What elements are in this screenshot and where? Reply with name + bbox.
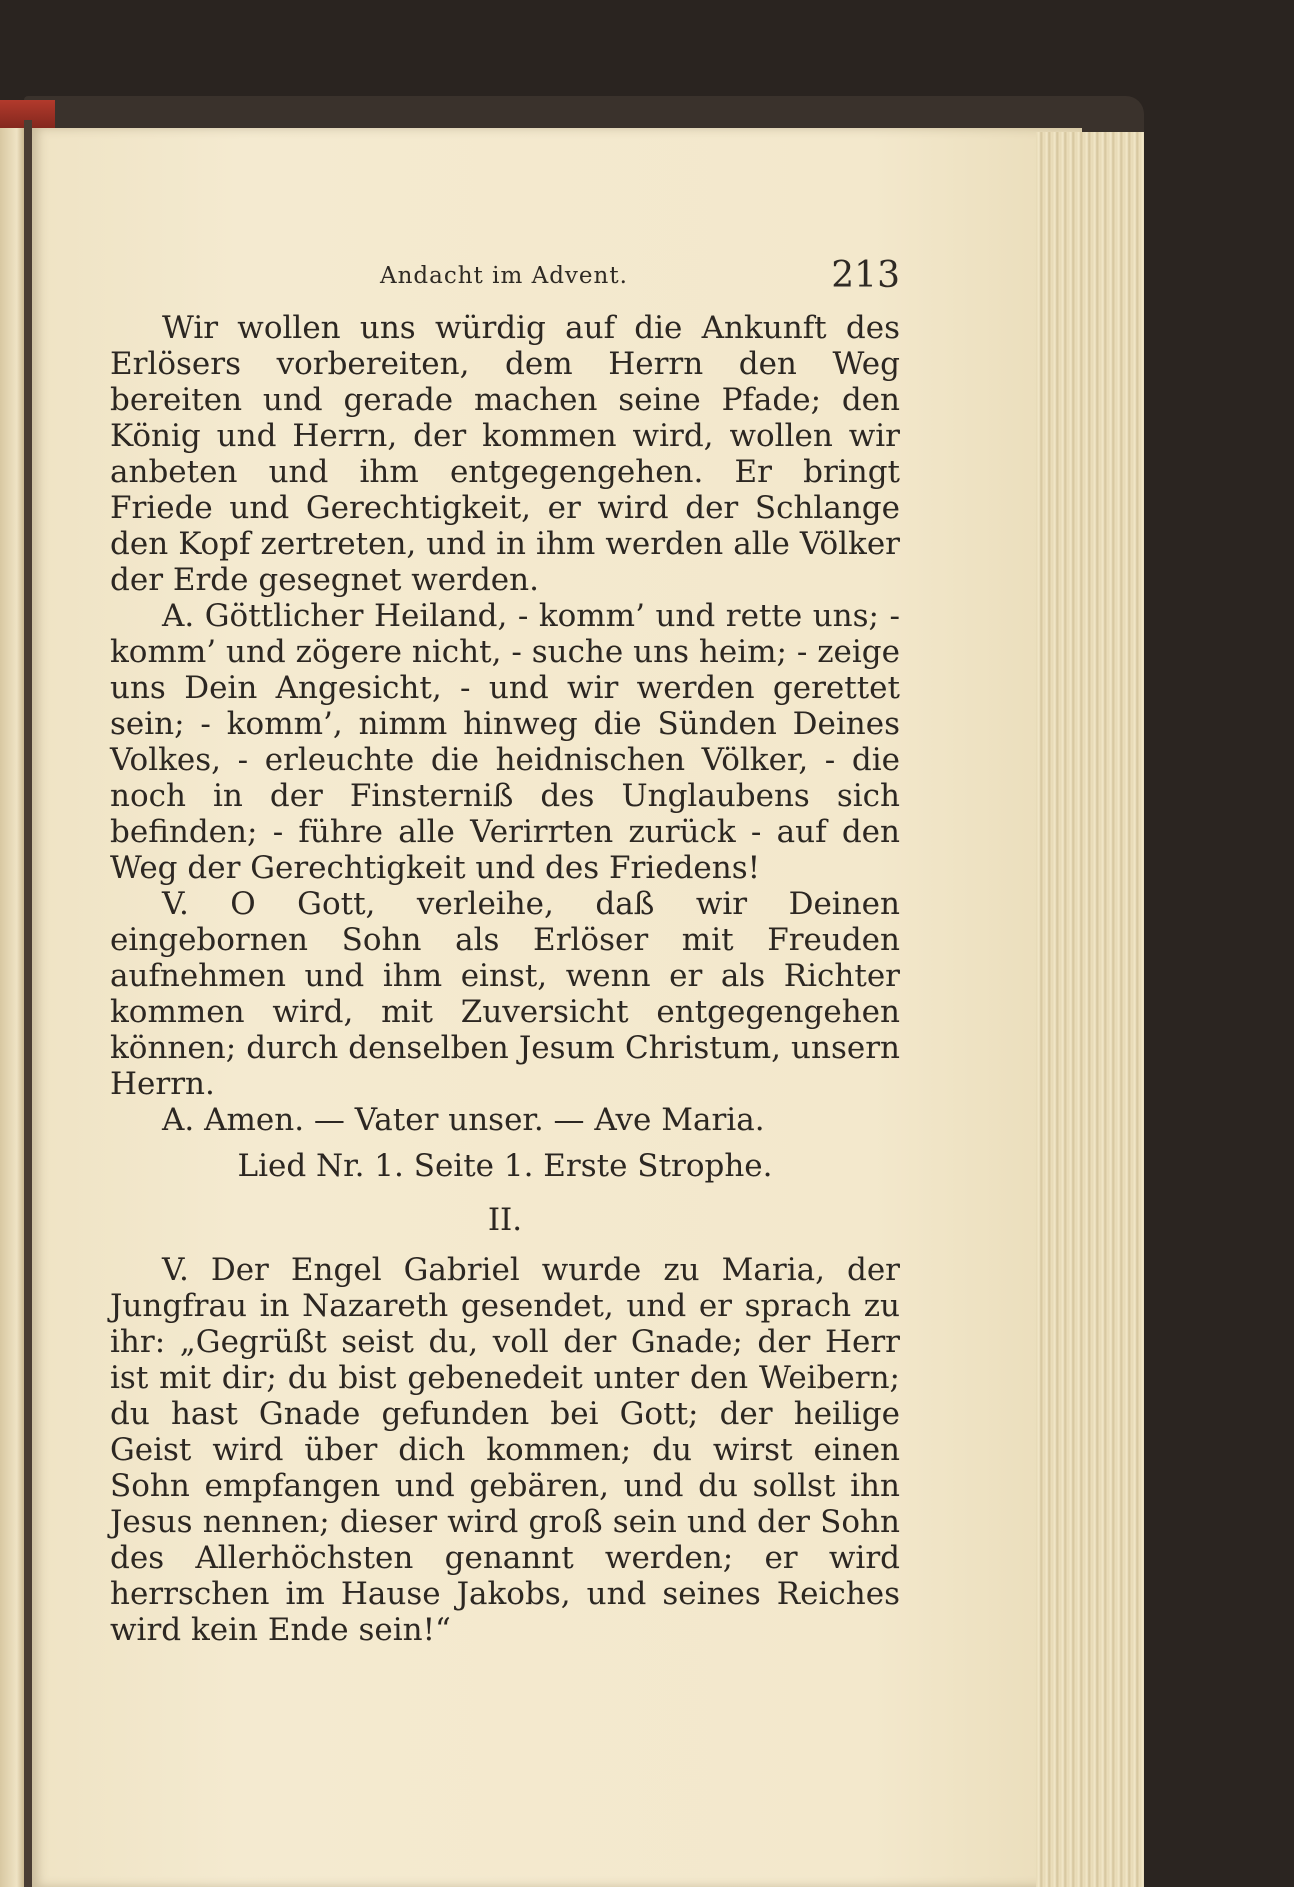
paragraph-response-a: A. Göttlicher Heiland, - komm’ und rette uns; - komm’ und zögere nicht, - suche uns heim; - zeige uns Dein Angesicht, - und wir werden gerettet sein; - komm’, nimm hinweg die Sünden Deines Volkes, - erleuchte die heidnischen Völker, - die noch in der Finsterniß des Unglaubens sich befinden; - führe alle Verirrten zurück - auf den Weg der Gerechtigkeit und des Friedens! — [110, 598, 900, 886]
song-reference: Lied Nr. 1. Seite 1. Erste Strophe. — [237, 1148, 773, 1184]
page-stack-edge — [1036, 132, 1144, 1887]
paragraph-amen: A. Amen. — Vater unser. — Ave Maria. — [162, 1102, 765, 1138]
left-page-edge — [0, 128, 24, 1887]
page-header — [110, 255, 900, 305]
page-number: 213 — [831, 255, 900, 296]
page-text — [110, 310, 900, 1648]
book-cover-right — [1144, 110, 1294, 1887]
paragraph-versicle-v: V. O Gott, verleihe, daß wir Deinen eingebornen Sohn als Erlöser mit Freuden aufnehmen und ihm einst, wenn er als Richter kommen wird, mit Zuversicht entgegengehen können; durch denselben Jesum Christum, unsern Herrn. — [110, 886, 900, 1102]
paragraph-annunciation: V. Der Engel Gabriel wurde zu Maria, der Jungfrau in Nazareth gesendet, und er sprach zu ihr: „Gegrüßt seist du, voll der Gnade; der Herr ist mit dir; du bist gebenedeit unter den Weibern; du hast Gnade gefunden bei Gott; der heilige Geist wird über dich kommen; du wirst einen Sohn empfangen und gebären, und du sollst ihn Jesus nennen; dieser wird groß sein und der Sohn des Allerhöchsten genannt werden; er wird herrschen im Hause Jakobs, und seines Reiches wird kein Ende sein!“ — [110, 1252, 900, 1648]
section-heading: II. — [487, 1202, 523, 1238]
book-cover-top — [24, 96, 1144, 132]
paragraph-intro: Wir wollen uns würdig auf die Ankunft des Erlösers vorbereiten, dem Herrn den Weg bereiten und gerade machen seine Pfade; den König und Herrn, der kommen wird, wollen wir anbeten und ihm entgegengehen. Er bringt Friede und Gerechtigkeit, er wird der Schlange den Kopf zertreten, und in ihm werden alle Völker der Erde gesegnet werden. — [110, 310, 900, 598]
book-gutter — [24, 120, 32, 1887]
running-head: Andacht im Advent. — [380, 263, 628, 289]
